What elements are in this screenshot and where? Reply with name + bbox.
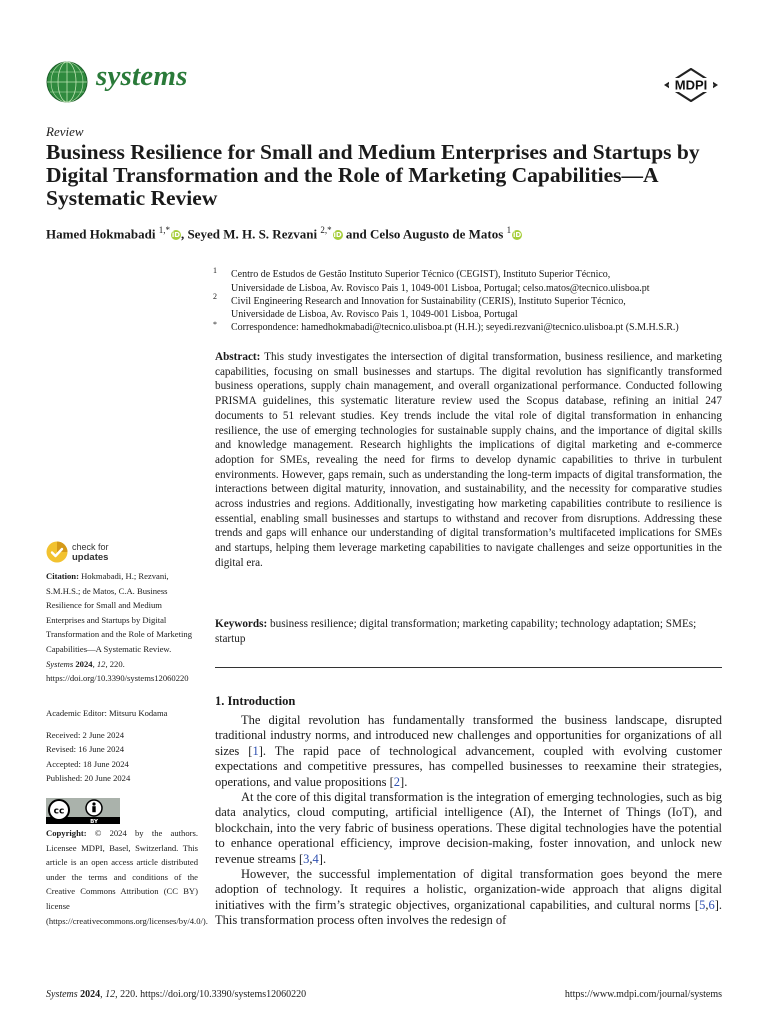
author-name: Celso Augusto de Matos	[370, 226, 504, 242]
abstract	[215, 350, 722, 571]
affiliation-line: Universidade de Lisboa, Av. Rovisco Pais 1, 1049-001 Lisboa, Portugal; celso.matos@tecnico.ulisboa.pt	[231, 283, 650, 294]
citation-label: Citation:	[46, 571, 79, 581]
orcid-icon[interactable]: iD	[333, 231, 342, 240]
correspondence-line: Correspondence: hamedhokmabadi@tecnico.ulisboa.pt (H.H.); seyedi.rezvani@tecnico.ulisboa.pt (S.M.H.S.R.)	[231, 322, 679, 333]
footer-volume: 12	[105, 989, 116, 1000]
svg-text:cc: cc	[53, 806, 65, 817]
abstract-label: Abstract:	[215, 351, 261, 363]
affiliation-mark: 2	[213, 292, 217, 301]
copyright-notice	[46, 826, 208, 928]
mdpi-text: MDPI	[674, 77, 708, 93]
author-separator: ,	[180, 226, 188, 242]
author-sup: 2,*	[320, 225, 332, 235]
citation-journal: Systems	[46, 658, 74, 669]
affiliation-line: Universidade de Lisboa, Av. Rovisco Pais 1, 1049-001 Lisboa, Portugal	[231, 309, 518, 320]
keywords	[215, 617, 722, 646]
citation-block: Citation: Hokmabadi, H.; Rezvani, S.M.H.S.; de Matos, C.A. Business Resilience for Small and Medium Enterprises and Startups by Digital Transformation and the Role of Marketing Capabilities—A Systematic Review. Systems 2024, 12, 220. https://doi.org/10.3390/systems12060220	[46, 571, 192, 684]
copyright-text: © 2024 by the authors. Licensee MDPI, Basel, Switzerland. This article is an open access article distributed under the terms and conditions of the Creative Commons Attribution (CC BY) license (https://creativecommons.org/licenses/by/4.0/).	[46, 828, 208, 926]
abstract-text: This study investigates the intersection of digital transformation, business resilience, and marketing capabilities, focusing on small businesses and startups. The digital revolution has significantly transformed business operations, supply chain management, and overall organizational performance. Conducted following PRISMA guidelines, this systematic literature review used the Scopus database, refining an initial 247 documents to 51 relevant studies. Key trends include the vital role of digital transformation in enhancing resilience, the use of emerging technologies for sustainable supply chains, and the importance of digital skills and knowledge management. Research highlights the implications of digital marketing and e-commerce adoption for SMEs, revealing the need for firms to develop dynamic capabilities to thrive in turbulent environments. However, gaps remain, such as understanding the long-term impacts of digital transformation, the interactions between digital maturity, innovation, and sustainability, and the necessity for comparative studies across industries and regions. Additionally, investigating how marketing capabilities contribute to resilience is essential, enabling small businesses and startups to withstand and recover from disruptions. Addressing these trends and gaps will enhance our understanding of digital transformation’s multifaceted implications for SMEs and startups, helping them leverage marketing capabilities to navigate challenges and seize opportunities in the digital era.	[215, 351, 722, 569]
affiliation-mark: *	[213, 320, 217, 329]
article-type: Review	[46, 124, 84, 139]
citation-volume: 12	[96, 658, 106, 669]
keywords-text: business resilience; digital transformation; marketing capability; technology adaptation; SMEs; startup	[215, 618, 697, 645]
citation-link[interactable]: 2	[393, 774, 401, 789]
paragraph-text: However, the successful implementation of digital transformation goes beyond the mere adoption of technology. It requires a holistic, organization-wide approach that aligns digital initiatives with the firm’s strategic objectives, organizational capabilities, and cultural norms [	[215, 867, 722, 912]
section-divider	[215, 667, 722, 668]
cc-by-license-icon[interactable]	[46, 798, 120, 824]
paragraph-text: ].	[400, 774, 408, 789]
article-title: Business Resilience for Small and Medium Enterprises and Startups by Digital Transformation and the Role of Marketing Capabilities—A Systematic Review	[46, 140, 700, 210]
check-for-updates-button[interactable]	[46, 541, 156, 567]
date-revised: Revised: 16 June 2024	[46, 744, 125, 754]
footer-doi[interactable]: , 220. https://doi.org/10.3390/systems12060220	[115, 989, 307, 1000]
journal-logo-icon	[46, 61, 88, 103]
citation-link[interactable]: 5	[699, 897, 706, 912]
check-updates-label: updates	[72, 552, 109, 563]
author-name: Seyed M. H. S. Rezvani	[187, 226, 318, 242]
citation-separator: ,	[705, 897, 709, 912]
footer-journal-url[interactable]: https://www.mdpi.com/journal/systems	[564, 989, 722, 1000]
affiliation-line: Civil Engineering Research and Innovation for Sustainability (CERIS), Instituto Superior Técnico,	[231, 296, 626, 307]
paragraph	[215, 867, 722, 929]
cc-by-text: BY	[90, 819, 98, 824]
footer-year: 2024	[80, 989, 101, 1000]
paragraph-text: The digital revolution has fundamentally transformed the business landscape, disrupted traditional industry norms, and introduced new challenges and opportunities for organizations of all sizes [	[215, 713, 722, 758]
check-updates-icon	[46, 541, 68, 563]
affiliation-line: Centro de Estudos de Gestão Instituto Superior Técnico (CEGIST), Instituto Superior Técnico,	[231, 269, 611, 280]
affiliation-mark: 1	[213, 266, 217, 275]
citation-link[interactable]: 3	[303, 851, 310, 866]
orcid-icon[interactable]: iD	[171, 231, 181, 240]
paragraph-text: ]. This transformation process often involves the redesign of	[215, 897, 722, 928]
paragraph-text: ]. The rapid pace of technological advancement, coupled with evolving customer expectations and competitive pressures, has compelled businesses to reexamine their strategies, operations, and value propositions [	[215, 743, 722, 789]
keywords-label: Keywords:	[215, 618, 268, 630]
citation-link[interactable]: 4	[312, 851, 319, 866]
date-published: Published: 20 June 2024	[46, 773, 131, 783]
section-heading: 1. Introduction	[215, 694, 296, 708]
citation-doi[interactable]: , 220. https://doi.org/10.3390/systems12060220	[46, 658, 189, 684]
paragraph-text: At the core of this digital transformation is the integration of emerging technologies, such as big data analytics, cloud computing, artificial intelligence (AI), the Internet of Things (IoT), and blockchain, into the very fabric of business operations. These digital technologies have the potential to enhance operational efficiency, improve decision-making, foster innovation, and unlock new revenue streams [	[215, 790, 722, 866]
author-separator: and	[342, 226, 371, 242]
paragraph	[215, 790, 722, 867]
check-updates-label: check for	[72, 542, 109, 552]
citation-link[interactable]: 6	[708, 897, 715, 912]
author-sup: 1,*	[158, 225, 170, 235]
mdpi-logo-icon[interactable]	[664, 68, 718, 102]
citation-year: 2024	[75, 658, 93, 669]
paragraph	[215, 713, 722, 790]
citation-separator: ,	[309, 851, 313, 866]
author-sup: 1	[506, 225, 512, 235]
copyright-label: Copyright:	[46, 828, 87, 838]
academic-editor: Academic Editor: Mitsuru Kodama	[46, 708, 168, 718]
author-list	[46, 225, 746, 242]
citation-text: Hokmabadi, H.; Rezvani, S.M.H.S.; de Matos, C.A. Business Resilience for Small and Medium Enterprises and Startups by Digital Transformation and the Role of Marketing Capabilities—A Systematic Review.	[46, 571, 192, 654]
footer-citation: Systems 2024, 12, 220. https://doi.org/10.3390/systems12060220	[46, 989, 307, 1000]
intro-body	[215, 713, 722, 929]
citation-link[interactable]: 1	[252, 743, 259, 758]
date-accepted: Accepted: 18 June 2024	[46, 759, 129, 769]
paragraph-text: ].	[318, 851, 327, 866]
journal-name[interactable]: systems	[96, 60, 188, 92]
date-received: Received: 2 June 2024	[46, 730, 125, 740]
orcid-icon[interactable]: iD	[512, 231, 522, 240]
footer-journal: Systems	[46, 989, 78, 1000]
author-name: Hamed Hokmabadi	[46, 226, 156, 242]
